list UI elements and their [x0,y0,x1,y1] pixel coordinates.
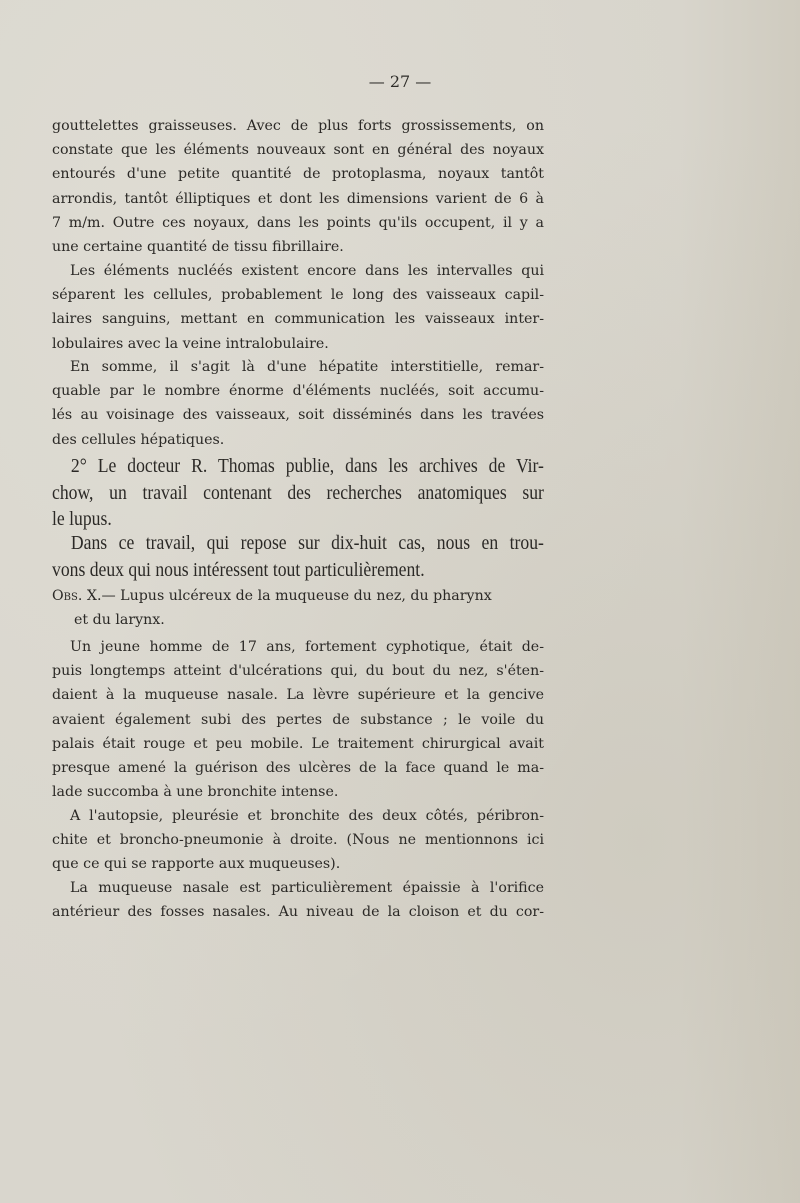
text-line: Un jeune homme de 17 ans, fortement cyphotique, était de- [70,639,544,655]
paragraph-nasal-mucosa [52,876,544,924]
text-line: et du larynx. [74,612,165,629]
text-line: La muqueuse nasale est particulièrement épaissie à l'orifice [70,880,544,896]
observation-label: Obs. X. [52,588,102,604]
text-line: que ce qui se rapporte aux muqueuses). [52,856,341,873]
page-number: — 27 — [368,72,432,91]
text-line: A l'autopsie, pleurésie et bronchite des deux côtés, péribron- [70,808,544,824]
paragraph-patient-history [52,635,544,804]
text-line: quable par le nombre énorme d'éléments nucléés, soit accumu- [52,383,544,400]
text-line: lade succomba à une bronchite intense. [52,784,339,801]
paragraph-autopsy [52,804,544,877]
paragraph-thomas-lupus [52,453,544,533]
text-line: presque amené la guérison des ulcères de la face quand le ma- [52,760,544,777]
text-line: constate que les éléments nouveaux sont en général des noyaux [52,142,544,159]
text-line: Dans ce travail, qui repose sur dix-huit cas, nous en trou- [70,532,544,554]
text-line: daient à la muqueuse nasale. La lèvre supérieure et la gencive [52,687,544,704]
text-line: 7 m/m. Outre ces noyaux, dans les points qu'ils occupent, il y a [52,214,544,231]
text-line: lobulaires avec la veine intralobulaire. [52,335,329,352]
text-line: des cellules hépatiques. [52,431,225,448]
text-line: chow, un travail contenant des recherches anatomiques sur [52,481,544,504]
text-line: antérieur des fosses nasales. Au niveau de la cloison et du cor- [52,904,544,921]
text-line: avaient également subi des pertes de substance ; le voile du [52,711,544,728]
text-line: 2° Le docteur R. Thomas publie, dans les archives de Vir- [70,455,544,477]
text-line: lés au voisinage des vaisseaux, soit disséminés dans les travées [52,407,544,424]
paragraph-hepatitis [52,355,544,452]
paragraph-eighteen-cases [52,530,544,583]
observation-heading [52,584,544,632]
text-line: le lupus. [52,508,112,530]
text-line: En somme, il s'agit là d'une hépatite interstitielle, remar- [70,359,544,375]
text-line: puis longtemps atteint d'ulcérations qui, du bout du nez, s'éten- [52,663,544,680]
text-line: arrondis, tantôt élliptiques et dont les dimensions varient de 6 à [52,190,544,207]
text-line: gouttelettes graisseuses. Avec de plus forts grossissements, on [52,118,544,134]
text-line: chite et broncho-pneumonie à droite. (Nous ne mentionnons ici [52,832,544,849]
observation-title: — Lupus ulcéreux de la muqueuse du nez, du pharynx [101,588,492,604]
text-line: entourés d'une petite quantité de protoplasma, noyaux tantôt [52,166,544,183]
paragraph-nucleated-elements [52,259,544,356]
text-line: vons deux qui nous intéressent tout particulièrement. [52,558,425,581]
paragraph-microscopy [52,114,544,259]
text-line: laires sanguins, mettant en communication les vaisseaux inter- [52,311,544,328]
text-line: une certaine quantité de tissu fibrillaire. [52,239,344,256]
text-line: séparent les cellules, probablement le long des vaisseaux capil- [52,287,544,304]
text-line: Les éléments nucléés existent encore dans les intervalles qui [70,263,544,279]
text-line: palais était rouge et peu mobile. Le traitement chirurgical avait [52,735,544,752]
